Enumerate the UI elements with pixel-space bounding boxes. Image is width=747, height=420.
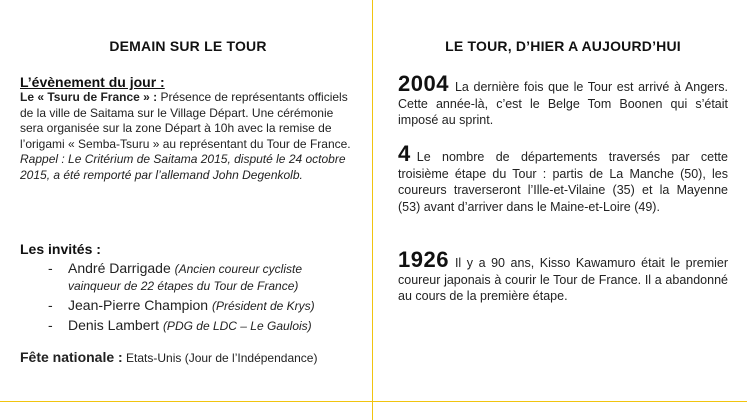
- event-description: [20, 90, 356, 152]
- event-section: [20, 74, 356, 183]
- vertical-divider: [372, 0, 373, 420]
- guest-name: André Darrigade: [68, 260, 171, 276]
- guest-note: (Ancien coureur cycliste vainqueur de 22 étapes du Tour de France): [68, 262, 303, 293]
- fact-number: 4: [398, 141, 411, 166]
- fact-text: Le nombre de départements traversés par cette troisième étape du Tour : partis de La Manche (50), les coureurs traverseront l’Ille-et-Vilaine (35) et la Mayenne (53) avant d’arriver dans le Maine-et-Loire (49).: [398, 150, 728, 214]
- event-text: Présence de représentants officiels de la ville de Saitama sur le Village Départ. Une cérémonie sera organisée sur la zone Départ à 10h avec la remise de l’origami « Semba-Tsuru » au représentant du Tour de France.: [20, 90, 351, 151]
- fact-number: 2004: [398, 71, 449, 96]
- list-item: [20, 297, 356, 314]
- fact-item: [398, 71, 728, 129]
- fact-text: La dernière fois que le Tour est arrivé à Angers. Cette année-là, c’est le Belge Tom Boonen qui s’était imposé au sprint.: [398, 80, 728, 127]
- guest-name: Jean-Pierre Champion: [68, 297, 209, 313]
- guest-name: Denis Lambert: [68, 317, 160, 333]
- fact-item: [398, 141, 728, 215]
- fact-number: 1926: [398, 247, 449, 272]
- fact-text: Il y a 90 ans, Kisso Kawamuro était le premier coureur japonais à courir le Tour de France. Il a abandonné au cours de la première étape.: [398, 256, 728, 303]
- national-day-section: [20, 349, 356, 367]
- horizontal-divider: [0, 401, 747, 402]
- guests-list: [20, 260, 356, 334]
- dash-bullet: -: [48, 260, 53, 276]
- left-heading: DEMAIN SUR LE TOUR: [109, 38, 267, 54]
- right-heading: LE TOUR, D’HIER A AUJOURD’HUI: [445, 38, 681, 54]
- list-item: [20, 260, 356, 294]
- list-item: [20, 317, 356, 334]
- guests-title: Les invités :: [20, 241, 101, 257]
- event-name: Le « Tsuru de France » :: [20, 90, 158, 104]
- guests-section: [20, 240, 356, 337]
- fact-item: [398, 247, 728, 305]
- national-day-value: Etats-Unis (Jour de l’Indépendance): [122, 351, 318, 365]
- event-title: L’évènement du jour :: [20, 74, 165, 90]
- guest-note: (Président de Krys): [211, 299, 315, 313]
- event-note: Rappel : Le Critérium de Saitama 2015, disputé le 24 octobre 2015, a été remporté par l’allemand John Degenkolb.: [20, 152, 346, 182]
- dash-bullet: -: [48, 317, 53, 333]
- dash-bullet: -: [48, 297, 53, 313]
- national-day-label: Fête nationale :: [20, 349, 123, 365]
- guest-note: (PDG de LDC – Le Gaulois): [162, 319, 312, 333]
